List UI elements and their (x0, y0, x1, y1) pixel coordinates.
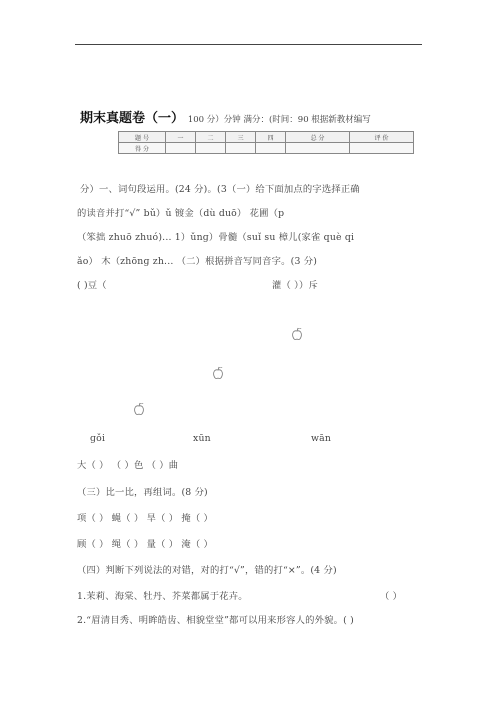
score-table (118, 131, 414, 154)
section1-line5a: ( )豆（ (77, 280, 107, 291)
score-table-header-row (119, 132, 414, 143)
section1-line3: （笨拙 zhuō zhuó)... 1）ǔnɡ）骨髓（suǐ su 樟儿(家雀 què qi (77, 232, 355, 243)
title-bold: 期末真题卷（一） (80, 111, 185, 126)
section3-row2: 顾（ ） 绳（ ） 量（ ） 淹（ ） (77, 539, 214, 550)
score-header-cell: 一 (166, 132, 196, 143)
page-title (80, 107, 371, 126)
score-cell[interactable] (166, 143, 196, 154)
section4-question1: 1.茉莉、海棠、牡丹、芥菜都属于花卉。 (77, 591, 248, 602)
score-header-cell: 评 价 (350, 132, 414, 143)
title-rest: 100 分）分钟 满分：(时间：90 根据新教材编写 (187, 115, 371, 125)
score-cell[interactable] (196, 143, 226, 154)
section4-question2: 2.“眉清目秀、明眸皓齿、相貌堂堂”都可以用来形容人的外貌。( ) (77, 615, 354, 626)
apple-icon (291, 327, 303, 341)
score-table-score-row (119, 143, 414, 154)
section3-row1: 项（ ） 蝇（ ） 旱（ ） 掩（ ） (77, 513, 214, 524)
section4-question1-answer[interactable]: （ ） (380, 591, 403, 602)
apple-icon (133, 402, 145, 416)
score-cell[interactable] (286, 143, 350, 154)
section1-line1: 分）一、词句段运用。(24 分)。(3（一）给下面加点的字选择正确 (80, 184, 360, 195)
score-row-label: 得 分 (119, 143, 166, 154)
section4-heading: （四）判断下列说法的对错，对的打“√”，错的打“×”。(4 分) (77, 565, 337, 576)
score-cell[interactable] (226, 143, 256, 154)
score-header-cell: 四 (256, 132, 286, 143)
section1-line5b: 灌（ ））斥 (272, 280, 318, 291)
score-cell[interactable] (350, 143, 414, 154)
top-rule (75, 44, 422, 45)
score-header-cell: 二 (196, 132, 226, 143)
section3-heading: （三）比一比，再组词。(8 分) (77, 487, 208, 498)
section1-line2: 的读音并打“√” bǔ）ǔ 镀金（dù duō） 花圃（p (77, 208, 285, 219)
pinyin-3: wān (311, 433, 332, 444)
score-header-cell: 题 号 (119, 132, 166, 143)
pinyin-answer-row: 大（ ） （ ）色 （ ）曲 (77, 460, 179, 471)
score-header-cell: 三 (226, 132, 256, 143)
score-cell[interactable] (256, 143, 286, 154)
section1-line4: ǎo） 木（zhōnɡ zh... （二）根据拼音写同音字。(3 分) (77, 256, 318, 267)
score-header-cell: 总 分 (286, 132, 350, 143)
apple-icon (212, 366, 224, 380)
pinyin-2: xūn (193, 433, 211, 444)
pinyin-1: ɡǒi (90, 433, 106, 444)
